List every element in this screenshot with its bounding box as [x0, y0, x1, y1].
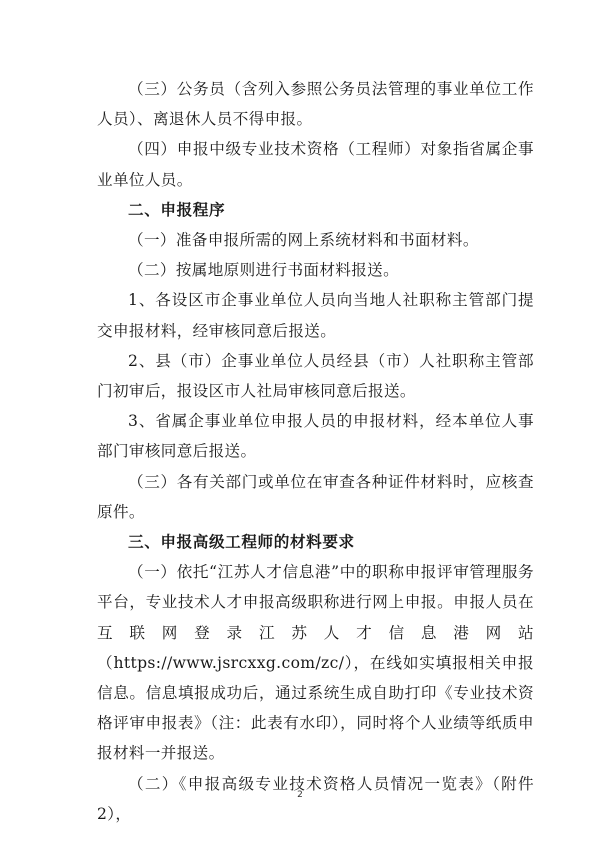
paragraph-procedure-1: （一）准备申报所需的网上系统材料和书面材料。 — [128, 231, 479, 250]
paragraph-procedure-2-2: 2、县（市）企事业单位人员经县（市）人社职称主管部门初审后，报设区市人社局审核同意后报送。 — [97, 351, 534, 401]
paragraph-item-4: （四）申报中级专业技术资格（工程师）对象指省属企事业单位人员。 — [97, 140, 534, 189]
paragraph-procedure-3: （三）各有关部门或单位在审查各种证件材料时，应核查原件。 — [97, 472, 534, 521]
paragraph-item-3: （三）公务员（含列入参照公务员法管理的事业单位工作人员）、离退休人员不得申报。 — [97, 80, 534, 129]
section-heading-materials: 三、申报高级工程师的材料要求 — [128, 533, 355, 552]
page-number: 2 — [297, 790, 303, 800]
section-heading-procedure: 二、申报程序 — [128, 200, 226, 219]
paragraph-materials-2: （二）《申报高级专业技术资格人员情况一览表》（附件2）， — [97, 774, 534, 823]
paragraph-procedure-2-1: 1、各设区市企事业单位人员向当地人社职称主管部门提交申报材料，经审核同意后报送。 — [97, 291, 534, 340]
paragraph-materials-1: （一）依托“江苏人才信息港”中的职称申报评审管理服务平台，专业技术人才申报高级职称进行网上申报。申报人员在互联网登录江苏人才信息港网站（https://www.jsrcxxg.com/zc/），在线如实填报相关申报信息。信息填报成功后，通过系统生成自助打印《专业技术资格评审申报表》（注：此表有水印），同时将个人业绩等纸质申报材料一并报送。 — [97, 563, 534, 763]
paragraph-procedure-2-3: 3、省属企事业单位申报人员的申报材料，经本单位人事部门审核同意后报送。 — [97, 412, 534, 461]
document-body — [97, 74, 534, 829]
paragraph-procedure-2: （二）按属地原则进行书面材料报送。 — [128, 261, 400, 280]
